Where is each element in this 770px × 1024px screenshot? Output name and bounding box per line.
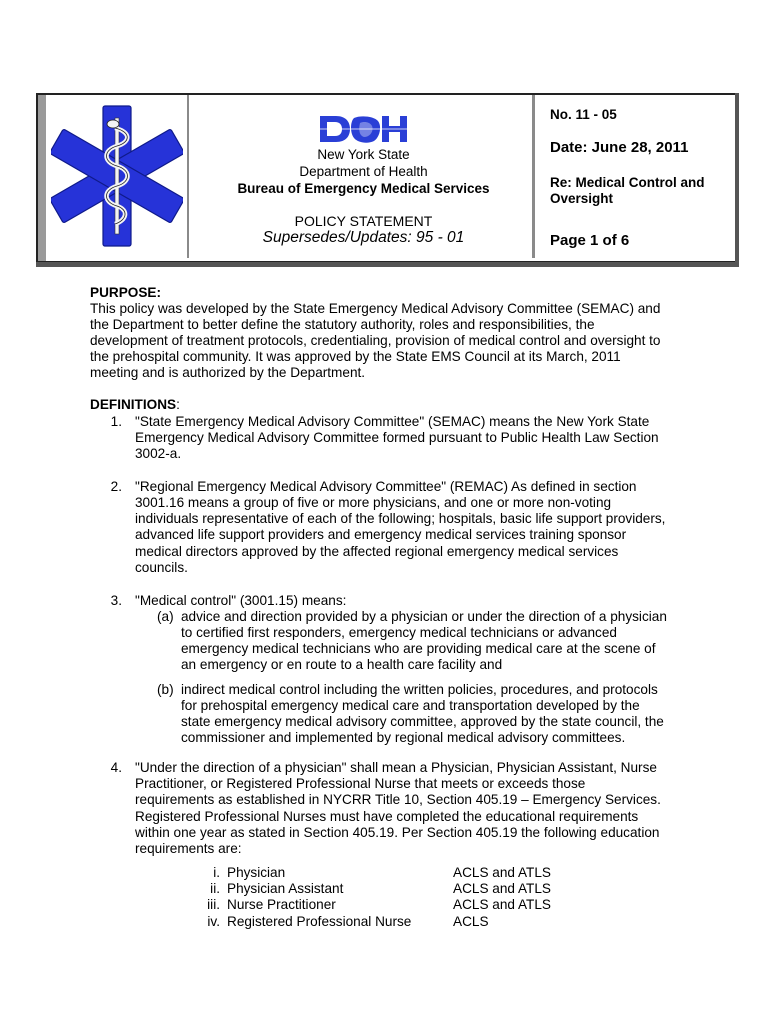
requirement-value: ACLS and ATLS	[453, 881, 551, 896]
purpose-line: meeting and is authorized by the Department.	[90, 365, 366, 380]
purpose-line: This policy was developed by the State Emergency Medical Advisory Committee (SEMAC) and	[90, 301, 661, 316]
definition-line: within one year as stated in Section 405.19. Per Section 405.19 the following education	[135, 825, 660, 840]
definition-line: requirements are:	[135, 841, 242, 856]
purpose-line: the prehospital community. It was approved by the State EMS Council at its March, 2011	[90, 349, 621, 364]
subitem-line: commissioner and implemented by regional medical advisory committees.	[181, 730, 626, 745]
purpose-line: the Department to better define the statutory authority, roles and responsibilities, the	[90, 317, 595, 332]
header-shadow	[36, 262, 737, 267]
subitem-line: advice and direction provided by a physician or under the direction of a physician	[181, 609, 667, 624]
star-of-life-icon	[51, 101, 183, 251]
definition-line: "Under the direction of a physician" shall mean a Physician, Physician Assistant, Nurse	[135, 760, 657, 775]
subitem-line: for prehospital emergency medical care and transportation developed by the	[181, 698, 640, 713]
requirement-roman: ii.	[210, 881, 220, 896]
policy-subject-line2: Oversight	[550, 191, 614, 206]
definition-line: "Regional Emergency Medical Advisory Committee" (REMAC) As defined in section	[135, 479, 637, 494]
definition-number: 2.	[110, 479, 122, 494]
requirement-role: Physician	[227, 865, 286, 880]
definition-line: councils.	[135, 560, 188, 575]
definition-line: 3001.16 means a group of five or more physicians, and one or more non-voting	[135, 495, 612, 510]
requirement-roman: i.	[213, 865, 220, 880]
subitem-line: an emergency or en route to a health care facility and	[181, 657, 503, 672]
definition-line: advanced life support providers and emergency medical services training sponsor	[135, 527, 627, 542]
definitions-heading-text: DEFINITIONS	[90, 397, 177, 412]
policy-date: Date: June 28, 2011	[550, 139, 689, 156]
purpose-heading: PURPOSE:	[90, 285, 162, 300]
header-left-bar	[38, 95, 46, 261]
requirement-role: Registered Professional Nurse	[227, 914, 412, 929]
subitem-label: (a)	[157, 609, 174, 624]
policy-subject	[550, 175, 730, 207]
definitions-heading-colon: :	[176, 397, 180, 412]
definition-line: "Medical control" (3001.15) means:	[135, 593, 347, 608]
definition-number: 3.	[110, 593, 122, 608]
definitions-heading	[90, 397, 180, 414]
definition-line: 3002-a.	[135, 446, 182, 461]
org-department: Department of Health	[299, 164, 428, 179]
definition-line: Emergency Medical Advisory Committee formed pursuant to Public Health Law Section	[135, 430, 659, 445]
policy-number: No. 11 - 05	[550, 107, 617, 122]
org-state: New York State	[317, 147, 410, 162]
org-bureau: Bureau of Emergency Medical Services	[237, 181, 490, 196]
definition-line: individuals representative of each of the following; hospitals, basic life support providers,	[135, 511, 666, 526]
requirement-role: Nurse Practitioner	[227, 897, 336, 912]
definition-line: Registered Professional Nurses must have completed the educational requirements	[135, 809, 639, 824]
requirement-value: ACLS and ATLS	[453, 865, 551, 880]
header-right-shade	[735, 93, 739, 267]
definition-number: 1.	[110, 414, 122, 429]
requirement-role: Physician Assistant	[227, 881, 344, 896]
purpose-line: development of treatment protocols, credentialing, provision of medical control and oversight to	[90, 333, 661, 348]
definition-number: 4.	[110, 760, 122, 775]
requirement-roman: iv.	[207, 914, 220, 929]
document-type: POLICY STATEMENT	[294, 213, 433, 229]
requirement-roman: iii.	[207, 897, 220, 912]
page-indicator: Page 1 of 6	[550, 232, 630, 249]
definition-line: medical directors approved by the affected regional emergency medical services	[135, 544, 619, 559]
definition-line: Practitioner, or Registered Professional Nurse that meets or exceeds those	[135, 776, 586, 791]
doh-logo-icon	[318, 113, 412, 145]
subitem-line: indirect medical control including the written policies, procedures, and protocols	[181, 682, 658, 697]
subitem-label: (b)	[157, 682, 174, 697]
definition-line: requirements as established in NYCRR Title 10, Section 405.19 – Emergency Services.	[135, 792, 661, 807]
subitem-line: state emergency medical advisory committee, approved by the state council, the	[181, 714, 664, 729]
subitem-line: to certified first responders, emergency medical technicians or advanced	[181, 625, 617, 640]
policy-subject-line1: Re: Medical Control and	[550, 175, 705, 190]
definition-line: "State Emergency Medical Advisory Committee" (SEMAC) means the New York State	[135, 414, 650, 429]
supersedes-text: Supersedes/Updates: 95 - 01	[262, 229, 465, 246]
requirement-value: ACLS	[453, 914, 489, 929]
subitem-line: emergency medical technicians who are providing medical care at the scene of	[181, 641, 656, 656]
requirement-value: ACLS and ATLS	[453, 897, 551, 912]
